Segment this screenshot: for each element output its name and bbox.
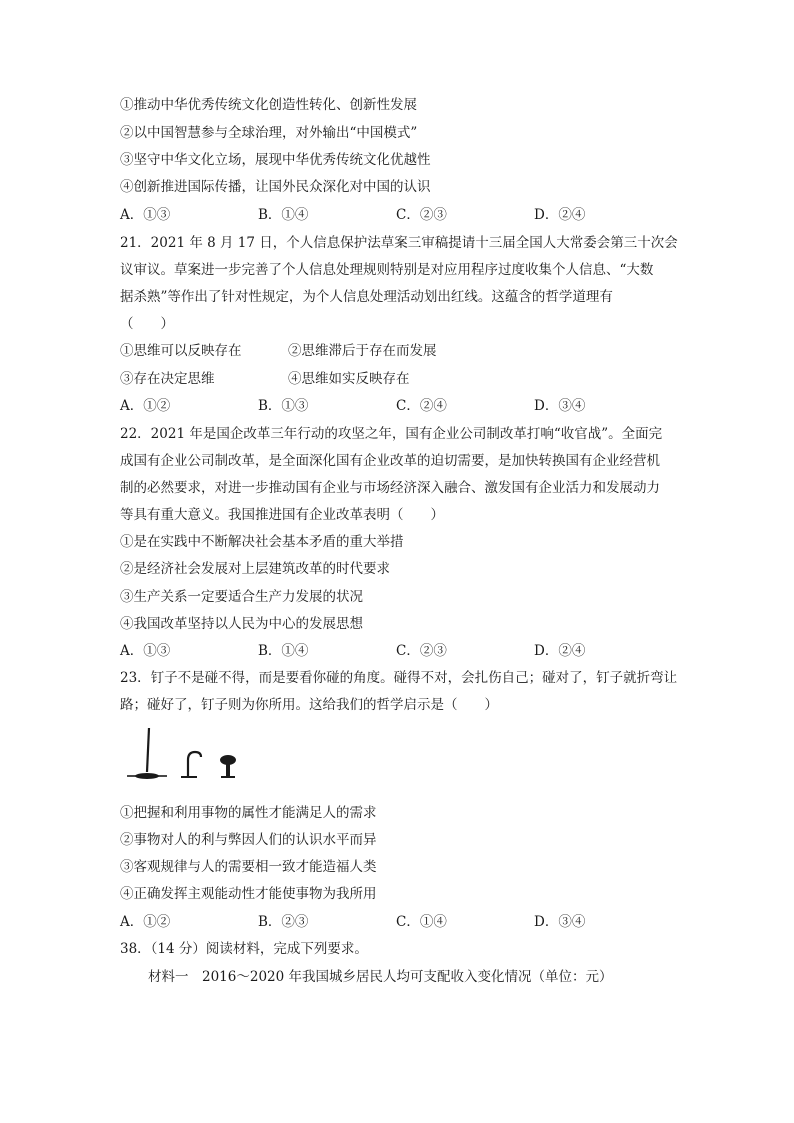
q21-item-2: ②思维滞后于存在而发展 — [288, 343, 437, 359]
q20-option-b[interactable]: B．①④ — [258, 207, 309, 223]
q21-option-b[interactable]: B．①③ — [258, 398, 309, 414]
q20-option-c[interactable]: C．②③ — [396, 207, 447, 223]
q21-option-a[interactable]: A．①② — [120, 398, 171, 414]
q21-item-3: ③存在决定思维 — [120, 371, 215, 387]
q20-option-d[interactable]: D．②④ — [534, 207, 586, 223]
q23-item-4: ④正确发挥主观能动性才能使事物为我所用 — [120, 886, 377, 902]
nail-straight-icon — [127, 728, 167, 779]
q22-stem-line-4: 等具有重大意义。我国推进国有企业改革表明（ ） — [120, 507, 444, 523]
nail-hammered-icon — [220, 755, 236, 777]
q21-answer-blank: （ ） — [120, 316, 174, 332]
q23-option-c[interactable]: C．①④ — [396, 914, 447, 930]
q22-option-b[interactable]: B．①④ — [258, 643, 309, 659]
q20-item-1: ①推动中华优秀传统文化创造性转化、创新性发展 — [120, 97, 417, 113]
q23-stem-line-1: 23．钉子不是碰不得，而是要看你碰的角度。碰得不对，会扎伤自己；碰对了，钉子就折弯让 — [120, 670, 678, 686]
q22-item-4: ④我国改革坚持以人民为中心的发展思想 — [120, 616, 363, 632]
q21-option-c[interactable]: C．②④ — [396, 398, 447, 414]
q22-option-d[interactable]: D．②④ — [534, 643, 586, 659]
q21-stem-line-1: 21．2021 年 8 月 17 日，个人信息保护法草案三审稿提请十三届全国人大常委会第三十次会 — [120, 235, 678, 251]
q20-option-a[interactable]: A．①③ — [120, 207, 171, 223]
q23-stem-line-2: 路；碰好了，钉子则为你所用。这给我们的哲学启示是（ ） — [120, 697, 498, 713]
q23-item-1: ①把握和利用事物的属性才能满足人的需求 — [120, 805, 377, 821]
q21-item-4: ④思维如实反映存在 — [288, 371, 410, 387]
q23-option-d[interactable]: D．③④ — [534, 914, 586, 930]
q23-option-b[interactable]: B．②③ — [258, 914, 309, 930]
q22-stem-line-3: 制的必然要求，对进一步推动国有企业与市场经济深入融合、激发国有企业活力和发展动力 — [120, 480, 660, 496]
q22-stem-line-2: 成国有企业公司制改革，是全面深化国有企业改革的迫切需要，是加快转换国有企业经营机 — [120, 453, 660, 469]
q20-item-2: ②以中国智慧参与全球治理，对外输出“中国模式” — [120, 125, 418, 141]
q23-item-2: ②事物对人的利与弊因人们的认识水平而异 — [120, 832, 377, 848]
q38-material-caption: 材料一 2016～2020 年我国城乡居民人均可支配收入变化情况（单位：元） — [148, 969, 613, 985]
q22-stem-line-1: 22．2021 年是国企改革三年行动的攻坚之年，国有企业公司制改革打响“收官战”。全面完 — [120, 426, 663, 442]
nails-illustration — [125, 724, 245, 786]
q21-option-d[interactable]: D．③④ — [534, 398, 586, 414]
q22-item-2: ②是经济社会发展对上层建筑改革的时代要求 — [120, 561, 390, 577]
nail-bent-icon — [181, 752, 201, 777]
q21-stem-line-2: 议审议。草案进一步完善了个人信息处理规则特别是对应用程序过度收集个人信息、“大数 — [120, 262, 654, 278]
q22-item-3: ③生产关系一定要适合生产力发展的状况 — [120, 589, 363, 605]
q22-option-a[interactable]: A．①③ — [120, 643, 171, 659]
q23-item-3: ③客观规律与人的需要相一致才能造福人类 — [120, 859, 377, 875]
q22-option-c[interactable]: C．②③ — [396, 643, 447, 659]
q38-title: 38．（14 分）阅读材料，完成下列要求。 — [120, 941, 368, 957]
q23-option-a[interactable]: A．①② — [120, 914, 171, 930]
q22-item-1: ①是在实践中不断解决社会基本矛盾的重大举措 — [120, 534, 404, 550]
q20-item-4: ④创新推进国际传播，让国外民众深化对中国的认识 — [120, 179, 431, 195]
q20-item-3: ③坚守中华文化立场，展现中华优秀传统文化优越性 — [120, 152, 431, 168]
q21-stem-line-3: 据杀熟”等作出了针对性规定，为个人信息处理活动划出红线。这蕴含的哲学道理有 — [120, 289, 613, 305]
q21-item-1: ①思维可以反映存在 — [120, 343, 242, 359]
